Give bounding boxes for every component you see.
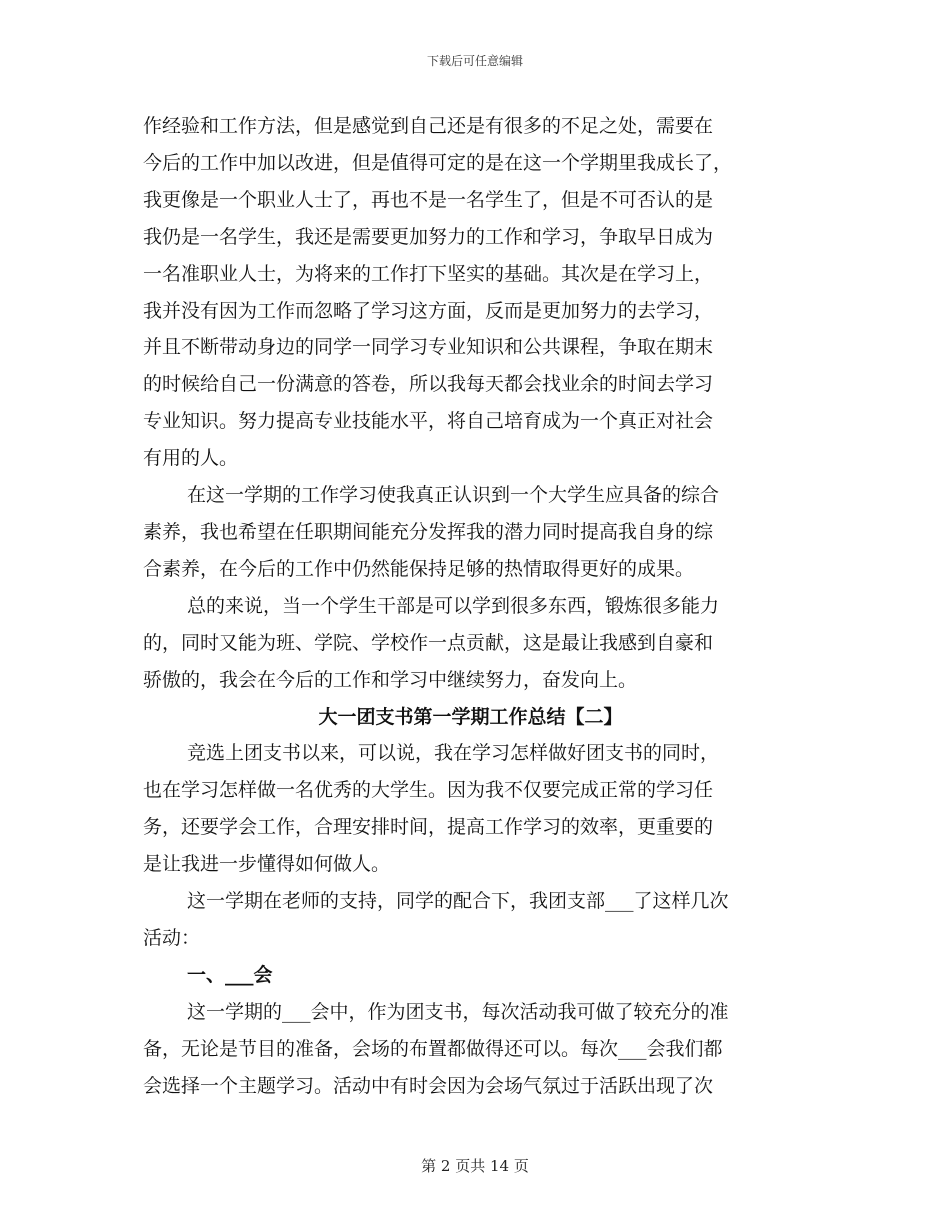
page-number-footer: 第 2 页共 14 页 [421, 1157, 529, 1175]
paragraph-line: 我仍是一名学生，我还是需要更加努力的工作和学习，争取早日成为 [143, 225, 714, 248]
subsection-title: 一、___会 [187, 963, 273, 986]
page-header: 下载后可任意编辑 [426, 54, 523, 68]
paragraph-line: 是让我进一步懂得如何做人。 [143, 853, 391, 876]
paragraph-line: 有用的人。 [143, 447, 239, 470]
paragraph-line: 一名准职业人士，为将来的工作打下坚实的基础。其次是在学习上， [143, 262, 714, 285]
paragraph-line: 骄傲的，我会在今后的工作和学习中继续努力，奋发向上。 [143, 668, 638, 691]
paragraph-line: 在这一学期的工作学习使我真正认识到一个大学生应具备的综合 [187, 484, 720, 507]
paragraph-line: 会选择一个主题学习。活动中有时会因为会场气氛过于活跃出现了次 [143, 1074, 714, 1097]
paragraph-line: 的，同时又能为班、学院、学校作一点贡献，这是最让我感到自豪和 [143, 631, 714, 654]
paragraph-line: 并且不断带动身边的同学一同学习专业知识和公共课程，争取在期末 [143, 336, 714, 359]
paragraph-line: 今后的工作中加以改进，但是值得可定的是在这一个学期里我成长了， [143, 151, 733, 174]
paragraph-line: 这一学期的___会中，作为团支书，每次活动我可做了较充分的准 [187, 1000, 729, 1023]
paragraph-line: 也在学习怎样做一名优秀的大学生。因为我不仅要完成正常的学习任 [143, 779, 714, 802]
paragraph-line: 合素养，在今后的工作中仍然能保持足够的热情取得更好的成果。 [143, 557, 695, 580]
paragraph-line: 专业知识。努力提高专业技能水平，将自己培育成为一个真正对社会 [143, 410, 714, 433]
document-body [143, 108, 798, 1104]
paragraph-line: 竞选上团支书以来，可以说，我在学习怎样做好团支书的同时， [187, 742, 720, 765]
paragraph-line: 我更像是一个职业人士了，再也不是一名学生了，但是不可否认的是 [143, 188, 714, 211]
paragraph-line: 作经验和工作方法，但是感觉到自己还是有很多的不足之处，需要在 [143, 115, 714, 137]
paragraph-line: 我并没有因为工作而忽略了学习这方面，反而是更加努力的去学习， [143, 299, 714, 322]
paragraph-line: 总的来说，当一个学生干部是可以学到很多东西，锻炼很多能力 [187, 594, 720, 617]
paragraph-line: 备，无论是节目的准备，会场的布置都做得还可以。每次___会我们都 [143, 1037, 723, 1060]
paragraph-line: 的时候给自己一份满意的答卷，所以我每天都会找业余的时间去学习 [143, 373, 714, 396]
paragraph-line: 素养，我也希望在任职期间能充分发挥我的潜力同时提高我自身的综 [143, 520, 714, 543]
paragraph-line: 活动： [143, 926, 201, 949]
section-title: 大一团支书第一学期工作总结【二】 [318, 705, 623, 728]
paragraph-line: 务，还要学会工作，合理安排时间，提高工作学习的效率，更重要的 [143, 816, 714, 839]
paragraph-line: 这一学期在老师的支持，同学的配合下，我团支部___了这样几次 [187, 890, 729, 913]
